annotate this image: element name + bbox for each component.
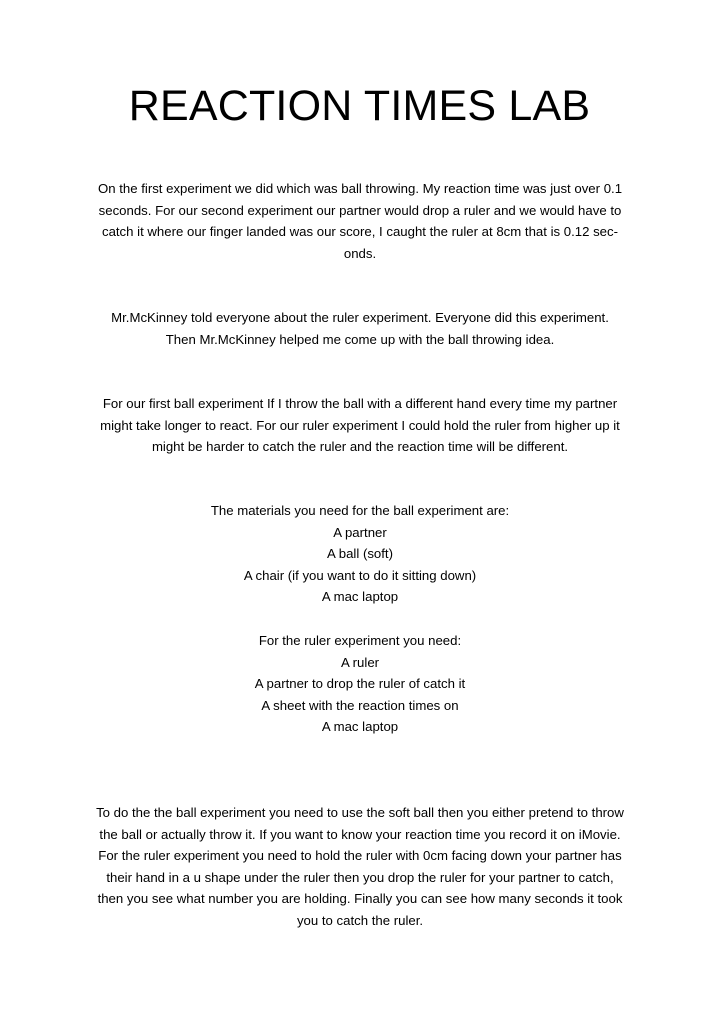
- paragraph-line: might be harder to catch the ruler and the reaction time will be different.: [151, 439, 569, 455]
- materials-list-ruler: [66, 630, 654, 738]
- paragraph-line: then you see what number you are holding. Finally you can see how many seconds it took: [97, 891, 623, 907]
- paragraph-line: the ball or actually throw it. If you want to know your reaction time you record it on iMovie.: [99, 826, 621, 842]
- list-item: A mac laptop: [321, 589, 399, 605]
- paragraph-line: Mr.McKinney told everyone about the ruler experiment. Everyone did this experiment.: [111, 310, 609, 325]
- list-heading: For the ruler experiment you need:: [258, 633, 462, 648]
- page-title: REACTION TIMES LAB: [128, 82, 591, 130]
- paragraph-line: their hand in a u shape under the ruler then you drop the ruler for your partner to catch,: [106, 869, 614, 885]
- paragraph-line: For our first ball experiment If I throw the ball with a different hand every time my partner: [102, 396, 618, 411]
- materials-list-ball: [66, 500, 654, 608]
- paragraph-background: [66, 307, 654, 350]
- list-item: A chair (if you want to do it sitting down): [243, 567, 477, 583]
- list-item: A mac laptop: [321, 719, 399, 735]
- list-item: A partner to drop the ruler of catch it: [254, 676, 466, 692]
- paragraph-method: [66, 802, 654, 932]
- paragraph-line: you to catch the ruler.: [296, 912, 424, 928]
- paragraph-line: onds.: [343, 245, 377, 261]
- list-item: A ball (soft): [327, 546, 393, 562]
- list-item: A ruler: [340, 654, 380, 670]
- paragraph-line: catch it where our finger landed was our score, I caught the ruler at 8cm that is 0.12 sec-: [101, 224, 619, 240]
- list-item: A partner: [333, 524, 387, 540]
- paragraph-results: [66, 178, 654, 264]
- list-item: A sheet with the reaction times on: [261, 697, 459, 713]
- paragraph-line: might take longer to react. For our ruler experiment I could hold the ruler from higher up it: [100, 417, 620, 433]
- paragraph-line: On the first experiment we did which was ball throwing. My reaction time was just over 0.1: [97, 181, 623, 196]
- paragraph-line: To do the the ball experiment you need to use the soft ball then you either pretend to throw: [96, 805, 624, 820]
- paragraph-line: seconds. For our second experiment our partner would drop a ruler and we would have to: [98, 202, 622, 218]
- list-heading: The materials you need for the ball experiment are:: [210, 503, 510, 518]
- paragraph-line: For the ruler experiment you need to hold the ruler with 0cm facing down your partner has: [98, 848, 622, 864]
- paragraph-hypothesis: [66, 393, 654, 458]
- paragraph-line: Then Mr.McKinney helped me come up with the ball throwing idea.: [165, 331, 555, 347]
